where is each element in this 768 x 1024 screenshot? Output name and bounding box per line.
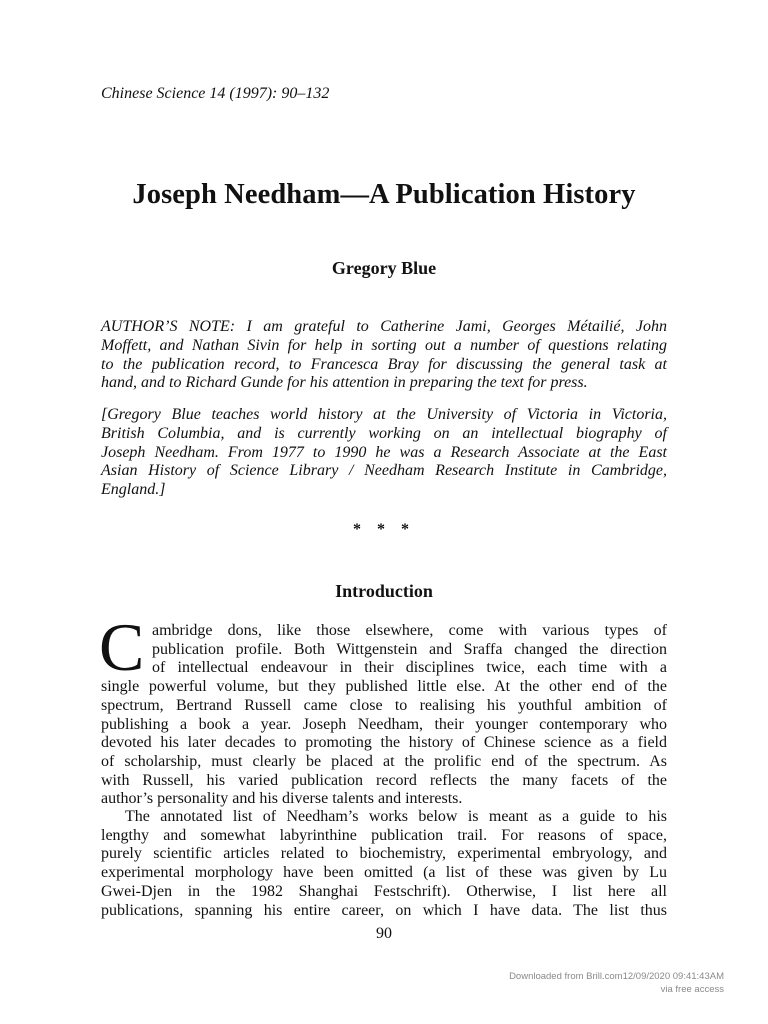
paragraph-line: of intellectual endeavour in their disciplines twice, each time with a <box>152 659 667 677</box>
paragraph-line: The annotated list of Needham’s works below is meant as a guide to his <box>125 808 667 825</box>
page-number: 90 <box>376 925 392 942</box>
author-bio-note <box>101 406 667 500</box>
authors-note-line: AUTHOR’S NOTE: I am grateful to Catherine Jami, Georges Métailié, John <box>101 318 667 335</box>
bio-note-line: England.] <box>101 481 166 499</box>
journal-citation: Chinese Science 14 (1997): 90–132 <box>101 85 330 102</box>
bio-note-line: Joseph Needham. From 1977 to 1990 he was a Research Associate at the East <box>101 443 667 461</box>
paragraph-line: of scholarship, must clearly be placed at the prolific end of the spectrum. As <box>101 752 667 770</box>
second-paragraph <box>101 808 667 920</box>
paragraph-line: author’s personality and his diverse talents and interests. <box>101 790 463 808</box>
download-notice-line: via free access <box>660 983 724 995</box>
paragraph-line: single powerful volume, but they published little else. At the other end of the <box>101 678 667 696</box>
download-notice-line: Downloaded from Brill.com12/09/2020 09:41:43AM <box>509 971 724 982</box>
authors-note <box>101 318 667 393</box>
authors-note-line: hand, and to Richard Gunde for his attention in preparing the text for press. <box>101 374 588 392</box>
author-name: Gregory Blue <box>331 258 437 278</box>
paragraph-line: publications, spanning his entire career, on which I have data. The list thus <box>101 901 667 919</box>
article-title: Joseph Needham—A Publication History <box>132 179 636 210</box>
bio-note-line: [Gregory Blue teaches world history at the University of Victoria in Victoria, <box>101 406 667 423</box>
paragraph-line: lengthy and somewhat labyrinthine publication trail. For reasons of space, <box>101 826 667 844</box>
paragraph-line: publishing a book a year. Joseph Needham, their younger contemporary who <box>101 715 667 733</box>
section-separator: * * * <box>353 521 415 538</box>
intro-paragraph <box>101 622 667 809</box>
bio-note-line: British Columbia, and is currently working on an intellectual biography of <box>101 424 667 442</box>
paragraph-line: purely scientific articles related to biochemistry, experimental embryology, and <box>101 845 667 863</box>
paragraph-line: devoted his later decades to promoting the history of Chinese science as a field <box>101 734 667 752</box>
paragraph-line: ambridge dons, like those elsewhere, come with various types of <box>152 622 667 639</box>
paragraph-line: spectrum, Bertrand Russell came close to realising his youthful ambition of <box>101 696 667 714</box>
download-notice <box>509 971 724 996</box>
paragraph-line: Gwei-Djen in the 1982 Shanghai Festschrift). Otherwise, I list here all <box>101 882 667 900</box>
drop-cap: C <box>99 609 145 685</box>
paragraph-line: experimental morphology have been omitted (a list of these was given by Lu <box>101 864 667 882</box>
authors-note-line: to the publication record, to Francesca Bray for discussing the general task at <box>101 355 667 373</box>
bio-note-line: Asian History of Science Library / Needham Research Institute in Cambridge, <box>101 462 667 480</box>
paragraph-line: publication profile. Both Wittgenstein and Sraffa changed the direction <box>152 640 667 658</box>
section-heading: Introduction <box>335 581 433 601</box>
paragraph-line: with Russell, his varied publication record reflects the many facets of the <box>101 771 667 789</box>
authors-note-line: Moffett, and Nathan Sivin for help in sorting out a number of questions relating <box>101 336 667 354</box>
